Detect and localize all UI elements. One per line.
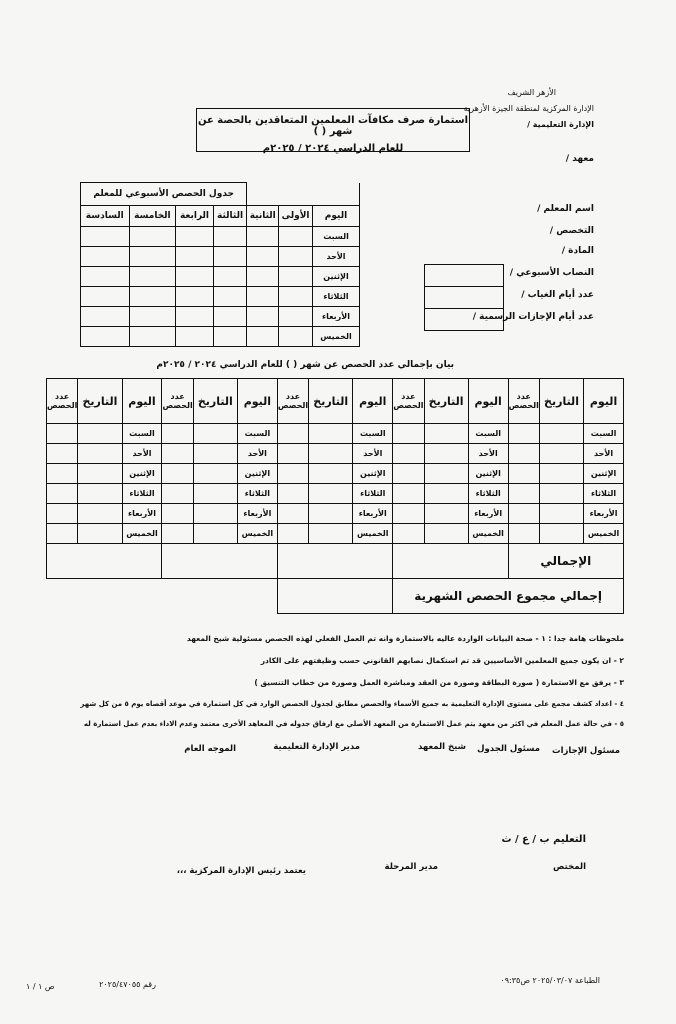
weekly-header-p4: الرابعة <box>176 206 213 227</box>
monthly-header-count: عدد الحصص <box>162 379 193 424</box>
monthly-day: الأربعاء <box>353 504 393 524</box>
subject-label: المادة / <box>561 246 594 256</box>
signature-general-supervisor: الموجه العام <box>184 744 236 754</box>
weekly-schedule-table <box>80 182 360 347</box>
form-subtitle: للعام الدراسي ٢٠٢٤ / ٢٠٢٥م <box>262 143 404 154</box>
monthly-day: الثلاثاء <box>584 484 624 504</box>
official-leave-box[interactable] <box>424 308 504 331</box>
footer-number: رقم ٢٠٢٥/٤٧٠٥٥ <box>99 980 156 989</box>
monthly-row <box>47 424 624 444</box>
note-1: ملحوظات هامة جدا : ١ - صحة البيانات الواردة عاليه بالاستمارة وانه تم العمل الفعلي لهذه الحصص مسئولية شيخ المعهد <box>186 634 624 643</box>
monthly-day: الأحد <box>584 444 624 464</box>
grand-total-label: إجمالي مجموع الحصص الشهرية <box>393 579 624 614</box>
weekly-row <box>81 227 360 247</box>
approval-department: التعليم ب / ع / ث <box>501 834 586 845</box>
info-value-boxes <box>424 264 504 331</box>
monthly-day: الإثنين <box>584 464 624 484</box>
monthly-header-day: اليوم <box>468 379 508 424</box>
header-line-1: الأزهر الشريف <box>507 88 556 97</box>
weekly-header-p6: السادسة <box>81 206 130 227</box>
monthly-day: الثلاثاء <box>237 484 277 504</box>
weekly-header-p3: الثالثة <box>213 206 247 227</box>
weekly-row <box>81 267 360 287</box>
monthly-row <box>47 524 624 544</box>
monthly-day: الأحد <box>122 444 162 464</box>
header-line-4: معهد / <box>565 154 594 164</box>
monthly-header-date: التاريخ <box>539 379 583 424</box>
specialty-label: التخصص / <box>549 226 594 236</box>
weekly-header-p2: الثانية <box>247 206 279 227</box>
weekly-header-day: اليوم <box>313 206 360 227</box>
footer-print-date: الطباعة ٢٠٢٥/٠٣/٠٧ ص٠٩:٣٥ <box>500 976 600 985</box>
note-3: ٣ - يرفق مع الاستمارة ( صورة البطاقة وصورة من العقد ومباشرة العمل وصورة من خطاب التنسيق ) <box>254 678 624 687</box>
weekly-row <box>81 307 360 327</box>
monthly-day: الإثنين <box>237 464 277 484</box>
weekly-day: الثلاثاء <box>313 287 360 307</box>
monthly-row <box>47 484 624 504</box>
weekly-quota-label: النصاب الأسبوعي / <box>509 268 594 278</box>
header-line-2: الإدارة المركزية لمنطقة الجيزة الأزهرية <box>463 104 594 113</box>
teacher-name-label: اسم المعلم / <box>537 204 594 214</box>
note-4: ٤ - اعداد كشف مجمع على مستوى الإدارة التعليمية به جميع الأسماء والحصص مطابق لجدول الحصص الوارد في كل استمارة في موعد أقصاه يوم ٥ من كل شهر <box>80 700 624 708</box>
monthly-row <box>47 464 624 484</box>
monthly-header-date: التاريخ <box>78 379 122 424</box>
monthly-day: الأربعاء <box>468 504 508 524</box>
monthly-grand-total-row <box>47 579 624 614</box>
monthly-day: الثلاثاء <box>122 484 162 504</box>
monthly-day: السبت <box>584 424 624 444</box>
monthly-day: السبت <box>122 424 162 444</box>
monthly-day: الإثنين <box>122 464 162 484</box>
monthly-row <box>47 504 624 524</box>
monthly-total-label: الإجمالي <box>508 544 623 579</box>
monthly-header-count: عدد الحصص <box>47 379 78 424</box>
monthly-header-day: اليوم <box>353 379 393 424</box>
monthly-header-count: عدد الحصص <box>277 379 308 424</box>
monthly-day: الأربعاء <box>237 504 277 524</box>
monthly-day: الخميس <box>584 524 624 544</box>
monthly-header-day: اليوم <box>584 379 624 424</box>
monthly-day: الخميس <box>122 524 162 544</box>
approval-stage-director: مدير المرحلة <box>384 862 438 872</box>
signature-schedule-officer: مسئول الجدول <box>477 744 540 754</box>
absence-days-box[interactable] <box>424 286 504 308</box>
weekly-quota-box[interactable] <box>424 264 504 286</box>
monthly-day: الثلاثاء <box>468 484 508 504</box>
monthly-day: الثلاثاء <box>353 484 393 504</box>
note-2: ٢ - ان يكون جميع المعلمين الأساسيين قد تم استكمال نصابهم القانوني حسب وظيفتهم على الكادر <box>260 656 624 665</box>
signature-institute-head: شيخ المعهد <box>417 742 466 752</box>
monthly-header-date: التاريخ <box>309 379 353 424</box>
form-title-box <box>196 108 470 152</box>
weekly-row <box>81 247 360 267</box>
monthly-row <box>47 444 624 464</box>
weekly-day: السبت <box>313 227 360 247</box>
monthly-total-row <box>47 544 624 579</box>
monthly-header-date: التاريخ <box>424 379 468 424</box>
monthly-day: السبت <box>468 424 508 444</box>
header-line-3: الإدارة التعليمية / <box>527 120 594 129</box>
monthly-header-date: التاريخ <box>193 379 237 424</box>
weekly-row <box>81 327 360 347</box>
monthly-header-day: اليوم <box>237 379 277 424</box>
monthly-table-caption: بيان بإجمالي عدد الحصص عن شهر ( ) للعام الدراسي ٢٠٢٤ / ٢٠٢٥م <box>156 360 454 370</box>
monthly-day: الخميس <box>353 524 393 544</box>
monthly-header-count: عدد الحصص <box>393 379 424 424</box>
footer-page: ص ١ / ١ <box>26 982 55 991</box>
signature-education-director: مدير الإدارة التعليمية <box>273 742 360 752</box>
monthly-day: الأحد <box>353 444 393 464</box>
monthly-day: الخميس <box>468 524 508 544</box>
monthly-day: الإثنين <box>468 464 508 484</box>
weekly-header-p1: الأولى <box>279 206 313 227</box>
monthly-day: السبت <box>237 424 277 444</box>
approval-specialist: المختص <box>553 862 586 872</box>
monthly-day: الأربعاء <box>584 504 624 524</box>
weekly-row <box>81 287 360 307</box>
monthly-day: الإثنين <box>353 464 393 484</box>
monthly-day: الأحد <box>468 444 508 464</box>
weekly-table-caption: جدول الحصص الأسبوعي للمعلم <box>81 183 247 206</box>
note-5: ٥ - في حالة عمل المعلم في اكثر من معهد يتم عمل الاستمارة من المعهد الأصلي مع ارفاق جدوله في المعاهد الأخرى معتمد وعدم الاداء بعدم عمل استمارة له <box>83 720 624 728</box>
weekly-day: الإثنين <box>313 267 360 287</box>
form-title: استمارة صرف مكافآت المعلمين المتعاقدين بالحصة عن شهر ( ) <box>197 115 469 137</box>
monthly-day: الخميس <box>237 524 277 544</box>
monthly-day: الأربعاء <box>122 504 162 524</box>
weekly-day: الخميس <box>313 327 360 347</box>
monthly-day: السبت <box>353 424 393 444</box>
monthly-header-day: اليوم <box>122 379 162 424</box>
approval-central-head: يعتمد رئيس الإدارة المركزية ،،، <box>176 866 306 876</box>
absence-days-label: عدد أيام الغياب / <box>521 290 594 300</box>
signature-leave-officer: مسئول الإجازات <box>552 746 620 756</box>
weekly-day: الأحد <box>313 247 360 267</box>
weekly-day: الأربعاء <box>313 307 360 327</box>
weekly-header-p5: الخامسة <box>129 206 176 227</box>
monthly-day: الأحد <box>237 444 277 464</box>
monthly-sessions-table <box>46 378 624 614</box>
monthly-header-count: عدد الحصص <box>508 379 539 424</box>
official-leave-label: عدد أيام الإجازات الرسمية / <box>472 312 594 322</box>
